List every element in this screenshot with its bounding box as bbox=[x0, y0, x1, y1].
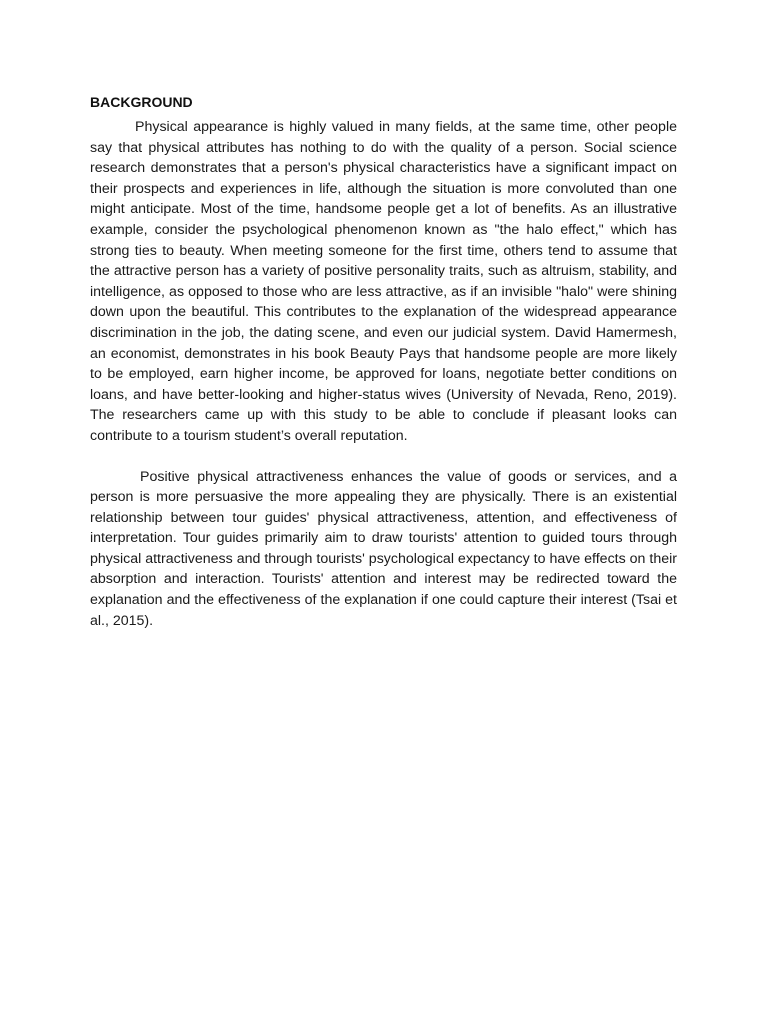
document-body bbox=[90, 93, 677, 631]
paragraph-2: Positive physical attractiveness enhances the value of goods or services, and a person is more persuasive the more appealing they are physically. There is an existential relationship between tour guides' physical attractiveness, attention, and effectiveness of interpretation. Tour guides primarily aim to draw tourists' attention to guided tours through physical attractiveness and through tourists' psychological expectancy to have effects on their absorption and interaction. Tourists' attention and interest may be redirected toward the explanation and the effectiveness of the explanation if one could capture their interest (Tsai et al., 2015). bbox=[90, 468, 677, 629]
paragraph-1: Physical appearance is highly valued in many fields, at the same time, other people say that physical attributes has nothing to do with the quality of a person. Social science research demonstrates that a person's physical characteristics have a significant impact on their prospects and experiences in life, although the situation is more convoluted than one might anticipate. Most of the time, handsome people get a lot of benefits. As an illustrative example, consider the psychological phenomenon known as "the halo effect," which has strong ties to beauty. When meeting someone for the first time, others tend to assume that the attractive person has a variety of positive personality traits, such as altruism, stability, and intelligence, as opposed to those who are less attractive, as if an invisible "halo" were shining down upon the beautiful. This contributes to the explanation of the widespread appearance discrimination in the job, the dating scene, and even our judicial system. David Hamermesh, an economist, demonstrates in his book Beauty Pays that handsome people are more likely to be employed, earn higher income, be approved for loans, negotiate better conditions on loans, and have better-looking and higher-status wives (University of Nevada, Reno, 2019). The researchers came up with this study to be able to conclude if pleasant looks can contribute to a tourism student’s overall reputation. bbox=[90, 119, 677, 444]
section-heading: BACKGROUND bbox=[90, 94, 193, 110]
